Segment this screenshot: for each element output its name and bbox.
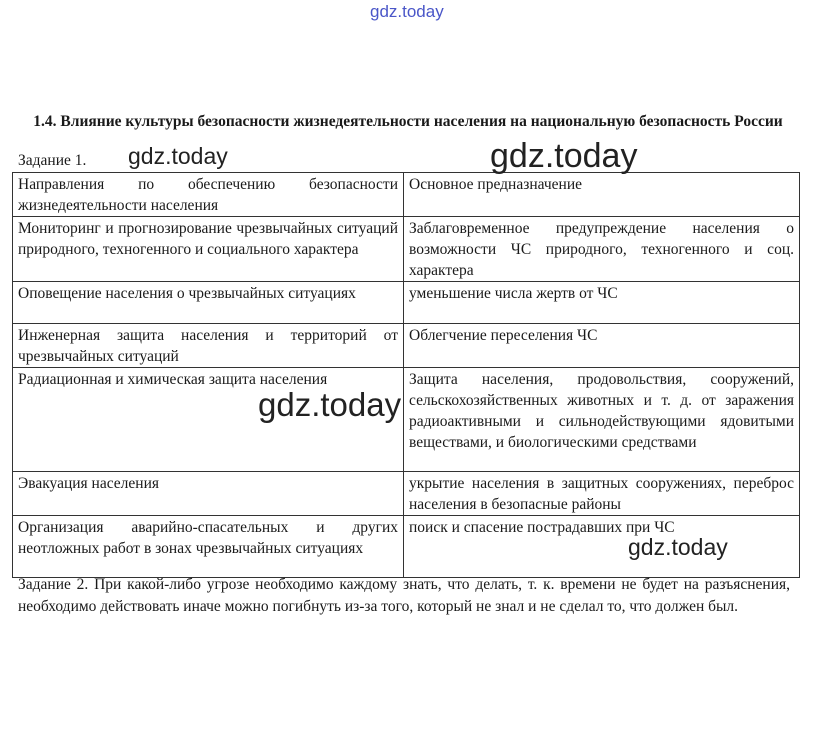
table-cell-direction: Организация аварийно-спасательных и других неотложных работ в зонах чрезвычайных ситуациях [13,516,404,578]
table-cell-direction: Эвакуация населения [13,472,404,516]
table-cell-purpose: Облегчение переселения ЧС [404,324,800,368]
table-row [13,217,800,282]
table-row [13,472,800,516]
table-cell-purpose: уменьшение числа жертв от ЧС [404,282,800,324]
table-cell-direction: Мониторинг и прогнозирование чрезвычайных ситуаций природного, техногенного и социального характера [13,217,404,282]
table-cell-purpose: укрытие населения в защитных сооружениях, переброс населения в безопасные районы [404,472,800,516]
table-cell-direction: Радиационная и химическая защита населения [13,368,404,472]
table-cell-direction: Инженерная защита населения и территорий от чрезвычайных ситуаций [13,324,404,368]
table-cell-purpose: поиск и спасение пострадавших при ЧС [404,516,800,578]
table-row [13,324,800,368]
table-row [13,368,800,472]
task1-label: Задание 1. [18,152,87,169]
table-header-cell: Основное предназначение [404,173,800,217]
page-title: 1.4. Влияние культуры безопасности жизнедеятельности населения на национальную безопасность России [33,113,783,130]
table-cell-purpose: Защита населения, продовольствия, сооружений, сельскохозяйственных животных и т. д. от заражения радиоактивными и сильнодействующими ядовитыми веществами, и биологическими средствами [404,368,800,472]
table-header-row [13,173,800,217]
table-header-cell: Направления по обеспечению безопасности жизнедеятельности населения [13,173,404,217]
directions-table [12,172,800,578]
table-cell-purpose: Заблаговременное предупреждение населения о возможности ЧС природного, техногенного и соц. характера [404,217,800,282]
watermark: gdz.today [258,386,402,423]
watermark: gdz.today [628,534,728,560]
watermark: gdz.today [128,143,228,169]
watermark: gdz.today [490,137,638,175]
watermark-top: gdz.today [370,2,444,21]
table-cell-direction: Оповещение населения о чрезвычайных ситуациях [13,282,404,324]
task2-text: Задание 2. При какой-либо угрозе необходимо каждому знать, что делать, т. к. времени не будет на разъяснения, необходимо действовать иначе можно погибнуть из-за того, который не знал и не сделал то, что должен был. [18,576,790,615]
table-row [13,282,800,324]
